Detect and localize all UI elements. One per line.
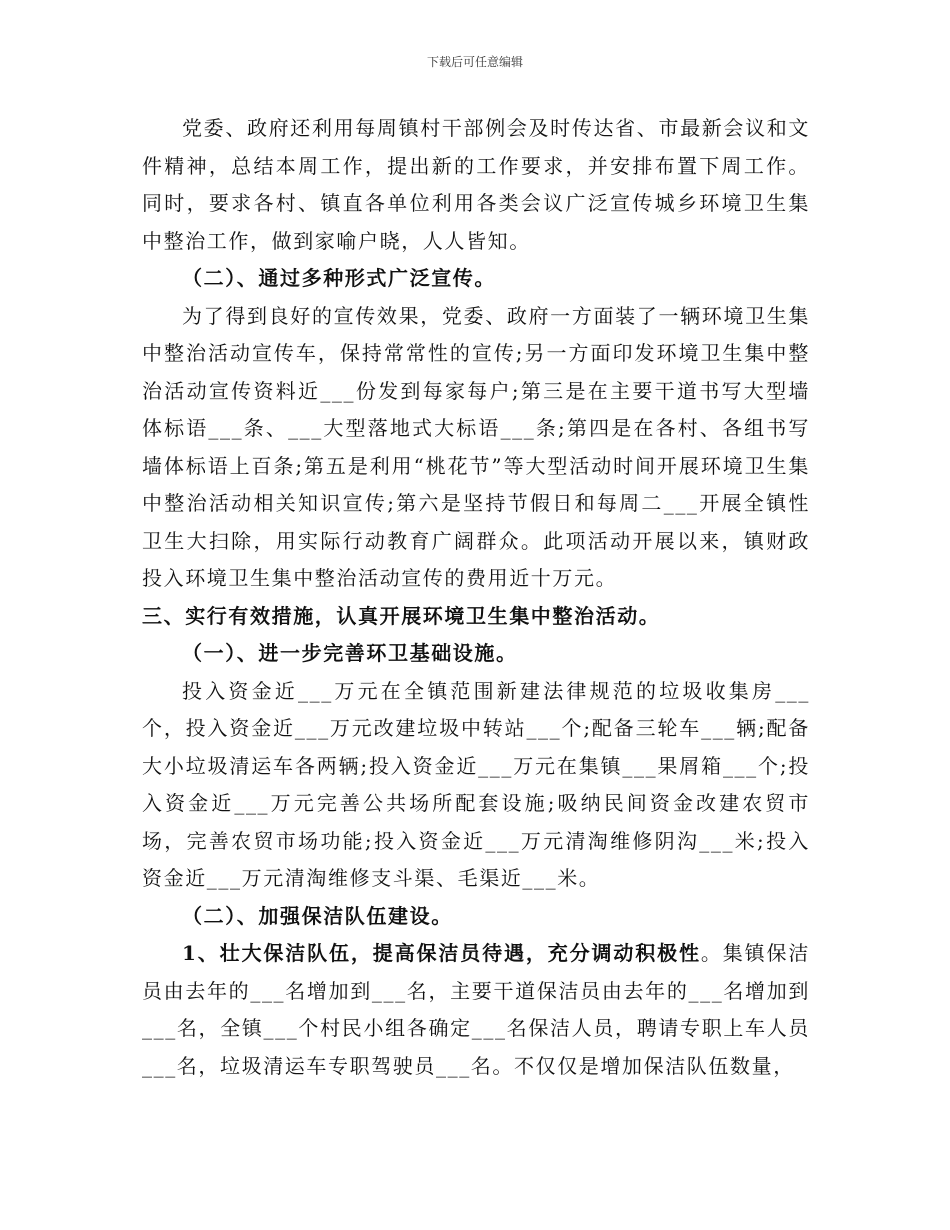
heading-infrastructure: （一）、进一步完善环卫基础设施。 xyxy=(182,641,518,665)
page-header: 下载后可任意编辑 xyxy=(426,55,523,69)
paragraph-rest: 。集镇保洁员由去年的___名增加到___名，主要干道保洁员由去年的___名增加到___名，全镇___个村民小组各确定___名保洁人员，聘请专职上车人员___名，垃圾清运车专职驾驶员___名。不仅仅是增加保洁队伍数量， xyxy=(142,941,811,1078)
paragraph-lead-bold: 1、壮大保洁队伍，提高保洁员待遇，充分调动积极性 xyxy=(182,941,701,965)
document-body xyxy=(142,110,810,1085)
heading-cleaning-team: （二）、加强保洁队伍建设。 xyxy=(182,903,453,928)
paragraph-meetings: 党委、政府还利用每周镇村干部例会及时传达省、市最新会议和文件精神，总结本周工作，提出新的工作要求，并安排布置下周工作。同时，要求各村、镇直各单位利用各类会议广泛宣传城乡环境卫生集中整治工作，做到家喻户晓，人人皆知。 xyxy=(142,116,810,253)
paragraph-cleaning-team xyxy=(142,935,810,1085)
paragraph-infrastructure: 投入资金近___万元在全镇范围新建法律规范的垃圾收集房___个，投入资金近___万元改建垃圾中转站___个;配备三轮车___辆;配备大小垃圾清运车各两辆;投入资金近___万元在集镇___果屑箱___个;投入资金近___万元完善公共场所配套设施;吸纳民间资金改建农贸市场，完善农贸市场功能;投入资金近___万元清淘维修阴沟___米;投入资金近___万元清淘维修支斗渠、毛渠近___米。 xyxy=(142,678,810,890)
heading-measures: 三、实行有效措施，认真开展环境卫生集中整治活动。 xyxy=(142,603,661,628)
heading-publicity: （二）、通过多种形式广泛宣传。 xyxy=(182,266,496,290)
paragraph-publicity: 为了得到良好的宣传效果，党委、政府一方面装了一辆环境卫生集中整治活动宣传车，保持常常性的宣传;另一方面印发环境卫生集中整治活动宣传资料近___份发到每家每户;第三是在主要干道书写大型墙体标语___条、___大型落地式大标语___条;第四是在各村、各组书写墙体标语上百条;第五是利用“桃花节”等大型活动时间开展环境卫生集中整治活动相关知识宣传;第六是坚持节假日和每周二___开展全镇性卫生大扫除，用实际行动教育广阔群众。此项活动开展以来，镇财政投入环境卫生集中整治活动宣传的费用近十万元。 xyxy=(142,303,810,590)
